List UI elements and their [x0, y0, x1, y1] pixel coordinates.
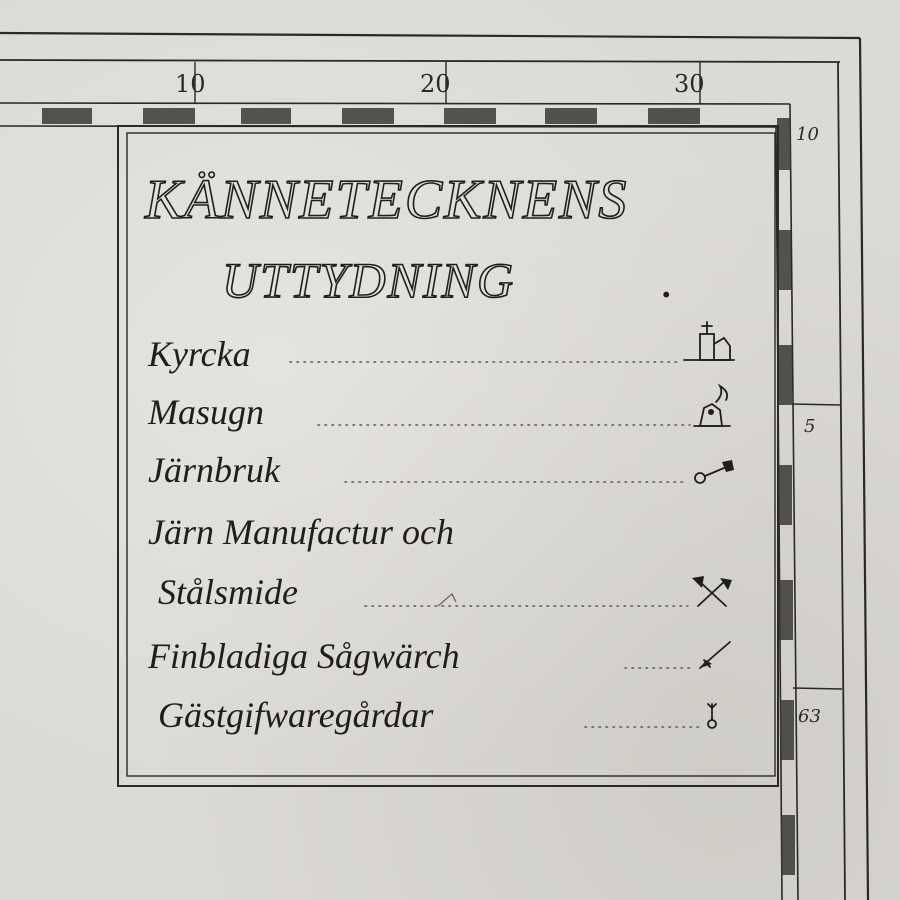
- church-icon: [684, 322, 734, 360]
- right-scale-label-10: 10: [796, 124, 819, 145]
- neatline-top-outer: [0, 103, 790, 104]
- legend-title-period: .: [660, 252, 673, 308]
- ironworks-icon: [695, 460, 734, 483]
- legend-item-masugn: Masugn: [148, 392, 264, 432]
- legend-title-line2: UTTYDNING: [222, 252, 516, 308]
- legend-title-line1: KÄNNETECKNENS: [145, 169, 629, 231]
- legend-item-sagwarch: Finbladiga Sågwärch: [148, 636, 460, 676]
- legend-item-gastgifwaregardar: Gästgifwaregårdar: [158, 695, 434, 735]
- legend-item-stalsmide: Stålsmide: [158, 572, 298, 612]
- sawmill-icon: [700, 642, 730, 668]
- border-top-2: [0, 60, 840, 62]
- crossed-hammers-icon: [692, 576, 732, 606]
- right-scale-label-5: 5: [804, 416, 816, 437]
- right-scale-label-63: 63: [798, 706, 821, 727]
- top-scale-label-10: 10: [175, 70, 206, 98]
- blast-furnace-icon: [694, 386, 730, 426]
- legend-item-jarn-manufactur: Järn Manufactur och: [148, 512, 454, 552]
- top-scale-label-20: 20: [420, 70, 451, 98]
- right-scale-bar: [777, 118, 842, 875]
- legend-item-jarnbruk: Järnbruk: [148, 450, 280, 490]
- top-scale-label-30: 30: [674, 70, 705, 98]
- top-scale-bar: [42, 62, 700, 124]
- border-right-2: [838, 62, 845, 900]
- outer-border-right: [860, 38, 868, 900]
- legend-item-kyrcka: Kyrcka: [148, 334, 251, 374]
- inn-icon: [708, 704, 716, 728]
- outer-border-top: [0, 33, 860, 38]
- pencil-mark: [438, 594, 456, 606]
